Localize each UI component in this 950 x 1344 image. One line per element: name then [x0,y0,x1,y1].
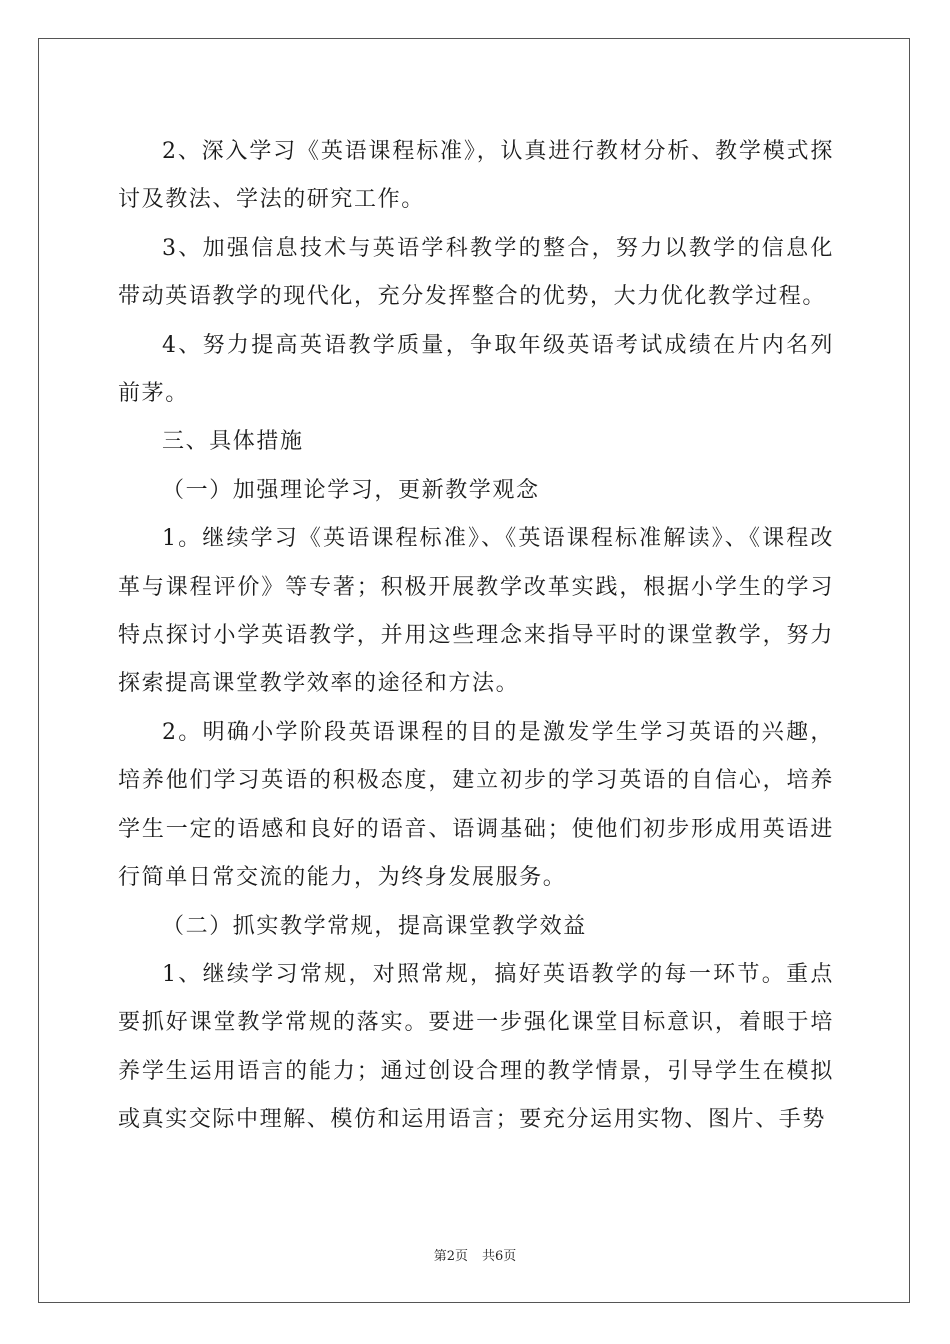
page-footer [0,1245,950,1264]
subheading-theory-study: （一）加强理论学习，更新教学观念 [162,477,540,503]
document-body [118,128,834,1145]
paragraph-routine-1: 1、继续学习常规，对照常规，搞好英语教学的每一环节。重点要抓好课堂教学常规的落实。要进一步强化课堂目标意识，着眼于培养学生运用语言的能力；通过创设合理的教学情景，引导学生在模拟或真实交际中理解、模仿和运用语言；要充分运用实物、图片、手势 [118,961,834,1133]
page-total: 共6页 [482,1249,517,1264]
page-number: 第2页 [433,1249,468,1264]
paragraph-goal-4: 4、努力提高英语教学质量，争取年级英语考试成绩在片内名列前茅。 [118,332,834,407]
paragraph-measure-2: 2。明确小学阶段英语课程的目的是激发学生学习英语的兴趣，培养他们学习英语的积极态度，建立初步的学习英语的自信心，培养学生一定的语感和良好的语音、语调基础；使他们初步形成用英语进行简单日常交流的能力，为终身发展服务。 [118,719,834,891]
paragraph-measure-1: 1。继续学习《英语课程标准》、《英语课程标准解读》、《课程改革与课程评价》等专著；积极开展教学改革实践，根据小学生的学习特点探讨小学英语教学，并用这些理念来指导平时的课堂教学，努力探索提高课堂教学效率的途径和方法。 [118,526,834,697]
subheading-teaching-routine: （二）抓实教学常规，提高课堂教学效益 [162,913,587,939]
section-heading-measures: 三、具体措施 [162,429,304,455]
paragraph-goal-2: 2、深入学习《英语课程标准》，认真进行教材分析、教学模式探讨及教法、学法的研究工作。 [118,139,834,213]
paragraph-goal-3: 3、加强信息技术与英语学科教学的整合，努力以教学的信息化带动英语教学的现代化，充分发挥整合的优势，大力优化教学过程。 [118,235,834,310]
